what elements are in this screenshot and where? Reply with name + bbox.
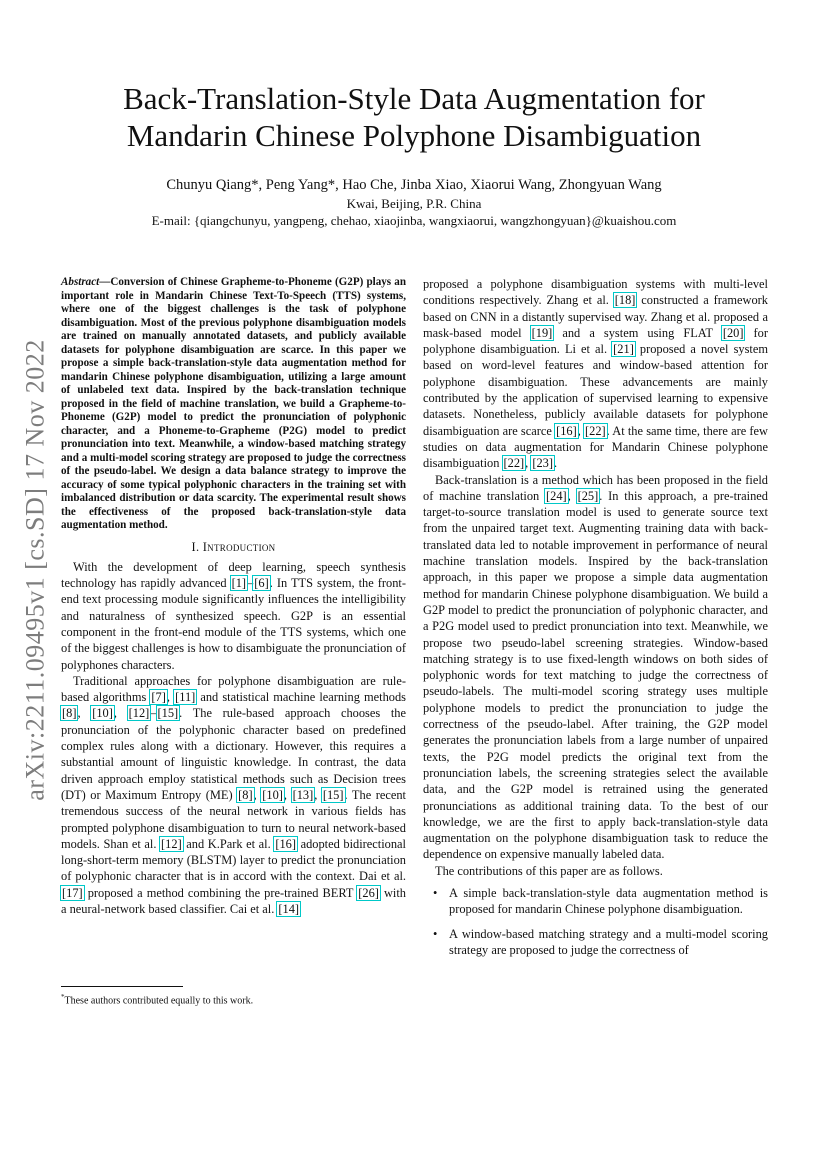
citation-link[interactable]: [19]	[531, 325, 553, 340]
title-line-1: Back-Translation-Style Data Augmentation for	[123, 81, 705, 116]
intro-paragraph-4	[423, 472, 768, 863]
email-line: E-mail: {qiangchunyu, yangpeng, chehao, xiaojinba, wangxiaorui, wangzhongyuan}@kuaishou.com	[151, 213, 677, 228]
text-run: constructed a framework based on CNN in a distantly supervised way. Zhang et al. proposed a mask-based model	[423, 293, 768, 340]
abstract-dash: —	[99, 276, 111, 288]
contribution-text: A simple back-translation-style data augmentation method is proposed for mandarin Chinese polyphone disambiguation.	[449, 885, 768, 917]
citation-link[interactable]: [15]	[157, 706, 179, 721]
text-run: –	[247, 576, 254, 591]
text-run: ,	[314, 787, 322, 802]
right-column	[423, 276, 768, 966]
text-run: proposed a polyphone disambiguation systems with multi-level conditions respectively. Zhang et al.	[423, 277, 768, 308]
text-run: . The rule-based approach chooses the pronunciation of the polyphonic character based on predefined complex rules along with a dictionary. However, this requires a substantial amount of linguistic knowledge. In contrast, the data driven approach employ statistical methods such as Decision trees (DT) or Maximum Entropy (ME)	[61, 706, 406, 802]
bullet-icon: •	[433, 926, 438, 941]
citation-link[interactable]: [12]	[161, 836, 182, 851]
text-run: ,	[166, 690, 175, 705]
text-run: with a neural-network based classifier. Cai et al.	[61, 885, 406, 917]
left-column	[61, 276, 406, 917]
text-run: ,	[525, 456, 532, 471]
author-list: Chunyu Qiang*, Peng Yang*, Hao Che, Jinba Xiao, Xiaorui Wang, Zhongyuan Wang	[166, 177, 662, 193]
citation-link[interactable]: [16]	[556, 423, 577, 438]
paper-title	[60, 80, 768, 154]
text-run: –	[150, 706, 157, 721]
citation-link[interactable]: [16]	[275, 836, 296, 851]
abstract	[61, 276, 406, 533]
text-run: . In TTS system, the front-end text processing module significantly influences the intelligibility and naturalness of synthesized speech. G2P is an essential component in the front-end module of the TTS systems, which one of the biggest challenges is how to disambiguate the pronunciation of polyphones characters.	[61, 576, 407, 672]
text-run: and a system using FLAT	[553, 325, 722, 340]
text-run: proposed a novel system based on word-level features and window-based attention for polyphone disambiguation. These advancements are mainly contributed by the application of supervised learning to expensive datasets. Nonetheless, publicly available datasets for polyphone disambiguation are scarce	[423, 342, 768, 438]
citation-link[interactable]: [18]	[614, 293, 636, 308]
affiliation: Kwai, Beijing, P.R. China	[346, 196, 482, 211]
citation-link[interactable]: [10]	[262, 787, 283, 802]
text-run: ,	[577, 423, 585, 438]
footnote-divider	[61, 986, 183, 987]
text-run: ,	[113, 706, 128, 721]
intro-paragraph-1	[61, 559, 406, 673]
citation-link[interactable]: [25]	[577, 488, 599, 503]
citation-link[interactable]: [15]	[322, 787, 344, 802]
contribution-item	[423, 926, 768, 959]
contribution-text: A window-based matching strategy and a multi-model scoring strategy are proposed to judge the correctness of	[449, 926, 768, 957]
citation-link[interactable]: [24]	[546, 488, 567, 503]
citation-link[interactable]: [14]	[278, 902, 300, 917]
citation-link[interactable]: [1]	[231, 576, 247, 591]
text-run: . The recent tremendous success of the neural network in various fields has prompted polyphone disambiguation to turn to neural network-based models. Shan et al.	[61, 787, 406, 851]
citation-link[interactable]: [26]	[358, 885, 379, 900]
text-run: Traditional approaches for polyphone disambiguation are rule-based algorithms	[61, 673, 406, 705]
citation-link[interactable]: [22]	[585, 423, 606, 438]
citation-link[interactable]: [7]	[151, 690, 166, 705]
contributions-list	[423, 885, 768, 958]
text-run: proposed a method combining the pre-trained BERT	[83, 885, 358, 900]
citation-link[interactable]: [8]	[62, 706, 77, 721]
contribution-item	[423, 885, 768, 918]
citation-link[interactable]: [10]	[92, 706, 113, 721]
text-run: . At the same time, there are few studies on data augmentation for Mandarin Chinese polyphone disambiguation	[423, 423, 769, 471]
abstract-label: Abstract	[61, 276, 100, 288]
footnote-text: These authors contributed equally to this work.	[64, 995, 254, 1007]
citation-link[interactable]: [6]	[254, 576, 269, 591]
citation-link[interactable]: [17]	[62, 885, 83, 900]
arxiv-identifier-text: arXiv:2211.09495v1 [cs.SD] 17 Nov 2022	[21, 339, 51, 801]
footnote	[61, 991, 406, 1007]
text-run: ,	[283, 787, 292, 802]
text-run: ,	[567, 488, 577, 503]
arxiv-identifier-stamp	[16, 290, 56, 850]
citation-link[interactable]: [11]	[175, 690, 196, 705]
text-run: and statistical machine learning methods	[196, 690, 407, 705]
text-run: adopted bidirectional long-short-term memory (BLSTM) layer to predict the pronunciation of polyphonic character that is in accord with the context. Dai et al.	[61, 836, 407, 884]
footnote-mark: *	[61, 993, 65, 1001]
citation-link[interactable]: [23]	[532, 456, 554, 471]
abstract-text: Conversion of Chinese Grapheme-to-Phoneme (G2P) plays an important role in Mandarin Chinese Text-To-Speech (TTS) systems, where one of the biggest challenges is the task of polyphone disambiguation. Most of the previous polyphone disambiguation models are trained on manually annotated datasets, and publicly available datasets for polyphone disambiguation are scarce. In this paper we propose a simple back-translation-style data augmentation method for mandarin Chinese polyphone disambiguation, utilizing a large amount of unlabeled text data. Inspired by the back-translation technique proposed in the field of machine translation, we build a Grapheme-to-Phoneme (G2P) model to predict the pronunciation of polyphonic character, and a Phoneme-to-Grapheme (P2G) model to predict pronunciation into text. Meanwhile, a window-based matching strategy and a multi-model scoring strategy are proposed to judge the correctness of the pseudo-label. We design a data balance strategy to improve the accuracy of some typical polyphonic characters in the training set with imbalanced distribution or data scarcity. The experimental result shows the effectiveness of the proposed back-translation-style data augmentation method.	[61, 276, 406, 531]
section-number: I.	[191, 539, 200, 554]
intro-paragraph-3	[423, 276, 768, 472]
intro-paragraph-5: The contributions of this paper are as follows.	[435, 863, 663, 878]
intro-paragraph-2	[61, 673, 406, 917]
citation-link[interactable]: [21]	[613, 342, 634, 357]
citation-link[interactable]: [20]	[722, 325, 744, 340]
section-heading-introduction	[61, 539, 406, 555]
citation-link[interactable]: [13]	[292, 787, 314, 802]
title-line-2: Mandarin Chinese Polyphone Disambiguation	[126, 118, 702, 153]
bullet-icon: •	[433, 885, 438, 900]
citation-link[interactable]: [8]	[238, 787, 253, 802]
text-run: and K.Park et al.	[182, 836, 275, 851]
text-run: ,	[253, 787, 262, 802]
text-run: With the development of deep learning, speech synthesis technology has rapidly advanced	[61, 559, 406, 591]
text-run: .	[554, 456, 558, 471]
citation-link[interactable]: [12]	[128, 706, 150, 721]
citation-link[interactable]: [22]	[503, 456, 525, 471]
section-title: Introduction	[202, 539, 276, 554]
text-run: Back-translation is a method which has been proposed in the field of machine translation	[423, 472, 768, 503]
text-run: . In this approach, a pre-trained target-to-source translation model is used to generate source text from the unpaired target text. Augmenting training data with back-translated data led to notable improvement in performance of neural machine translation models. Inspired by the back-translation approach, in this paper we propose a simple data augmentation method for mandarin Chinese polyphone disambiguation. We build a G2P model to predict the pronunciation of polyphonic character, and a P2G model used to predict pronunciation into text. Meanwhile, we propose two pseudo-label screening strategies. Window-based matching strategy is to use fixed-length windows on both sides of polyphonic words for text matching to judge the correctness of pseudo-labels. The multi-model scoring strategy uses multiple polyphone models to predict the pronunciation to judge the correctness of the pseudo-label. After training, the G2P model generates the pronunciation labels from a large number of unpaired texts, the P2G model predicts the original text from the pronunciation labels, the screening strategies select the available data, and the G2P model is retrained using the generated pronunciations as additional training data. To the best of our knowledge, we are the first to apply back-translation-style data augmentation on the polyphone disambiguation task to reduce the dependence on expensive manually labeled data.	[423, 488, 768, 862]
text-run: for polyphone disambiguation. Li et al.	[423, 325, 768, 357]
text-run: ,	[77, 706, 92, 721]
